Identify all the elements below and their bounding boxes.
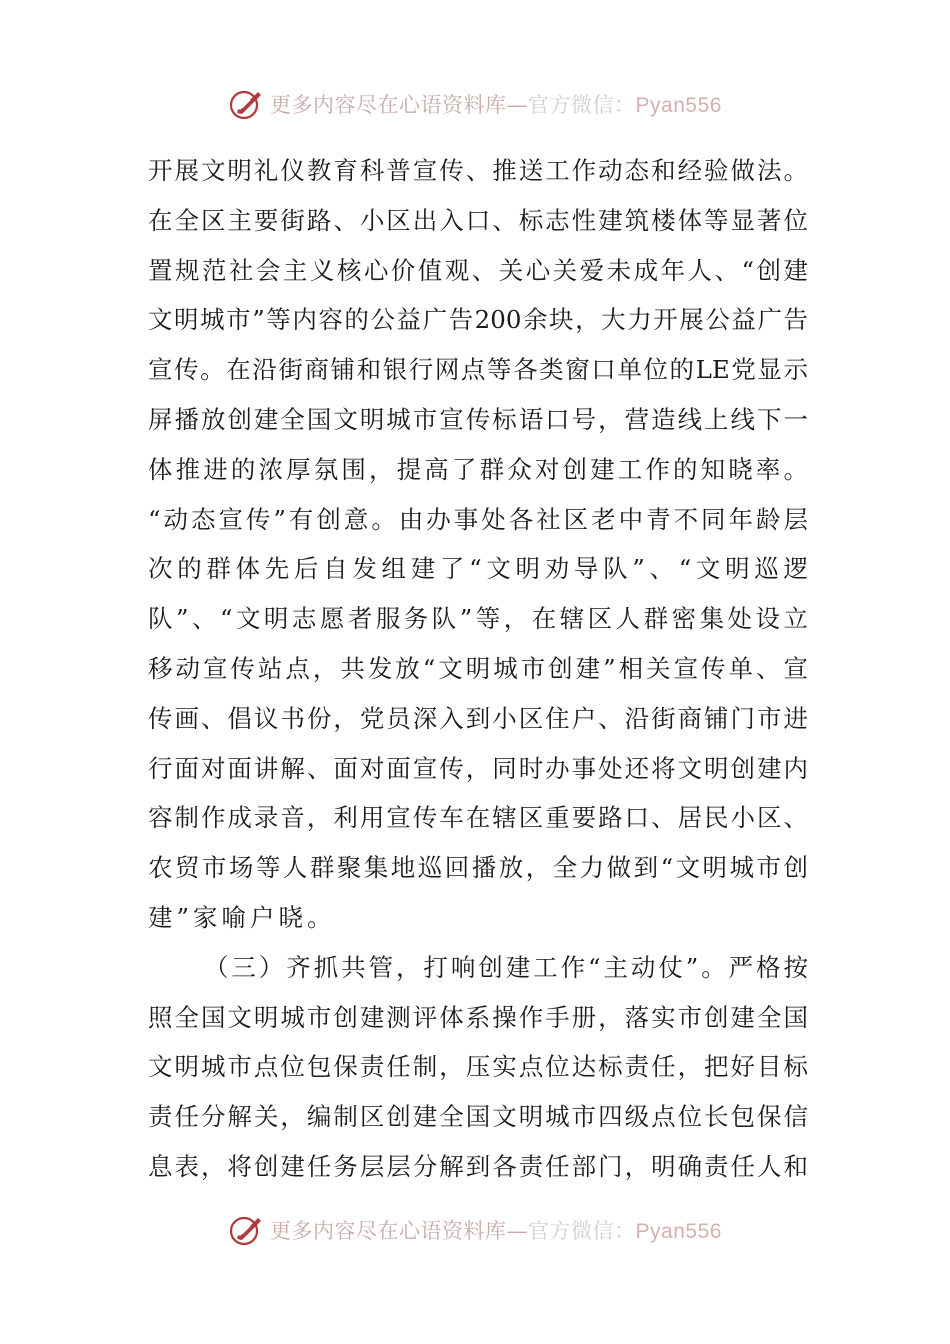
footer-banner bbox=[0, 1210, 950, 1250]
text-line: 队”、“文明志愿者服务队”等，在辖区人群密集处设立 bbox=[148, 604, 808, 634]
text-line: 文明城市点位包保责任制，压实点位达标责任，把好目标 bbox=[148, 1052, 808, 1082]
text-line: 次的群体先后自发组建了“文明劝导队”、“文明巡逻 bbox=[148, 554, 808, 584]
quill-logo-icon bbox=[228, 86, 264, 122]
banner-text bbox=[270, 1215, 722, 1245]
text-line: 移动宣传站点，共发放“文明城市创建”相关宣传单、宣 bbox=[148, 653, 808, 683]
banner-handle: Pyan556 bbox=[635, 94, 722, 117]
text-line: 置规范社会主义核心价值观、关心关爱未成年人、“创建 bbox=[148, 255, 808, 285]
section-heading-line: （三）齐抓共管，打响创建工作“主动仗”。严格按 bbox=[204, 952, 808, 982]
text-line: 农贸市场等人群聚集地巡回播放，全力做到“文明城市创 bbox=[148, 853, 808, 883]
text-line: 照全国文明城市创建测评体系操作手册，落实市创建全国 bbox=[148, 1002, 808, 1032]
text-line: 在全区主要街路、小区出入口、标志性建筑楼体等显著位 bbox=[148, 205, 808, 235]
banner-text bbox=[270, 89, 722, 119]
text-line: 建”家喻户晓。 bbox=[148, 902, 336, 932]
banner-official: 官方微信： bbox=[528, 93, 636, 117]
text-line: 责任分解关，编制区创建全国文明城市四级点位长包保信 bbox=[148, 1102, 808, 1132]
text-line: 宣传。在沿街商铺和银行网点等各类窗口单位的LE党显示 bbox=[148, 355, 808, 385]
header-banner bbox=[0, 84, 950, 124]
banner-main: 更多内容尽在心语资料库 bbox=[270, 1219, 507, 1243]
text-line: 行面对面讲解、面对面宣传，同时办事处还将文明创建内 bbox=[148, 753, 808, 783]
text-line: “动态宣传”有创意。由办事处各社区老中青不同年龄层 bbox=[148, 504, 808, 534]
quill-logo-icon bbox=[228, 1212, 264, 1248]
banner-main: 更多内容尽在心语资料库 bbox=[270, 93, 507, 117]
text-line: 息表，将创建任务层层分解到各责任部门，明确责任人和 bbox=[148, 1151, 808, 1181]
document-body bbox=[148, 146, 808, 1192]
banner-dash: — bbox=[506, 93, 529, 117]
text-line: 传画、倡议书份，党员深入到小区住户、沿街商铺门市进 bbox=[148, 703, 808, 733]
text-line: 屏播放创建全国文明城市宣传标语口号，营造线上线下一 bbox=[148, 404, 808, 434]
banner-official: 官方微信： bbox=[528, 1219, 636, 1243]
text-line: 容制作成录音，利用宣传车在辖区重要路口、居民小区、 bbox=[148, 803, 808, 833]
text-line: 体推进的浓厚氛围，提高了群众对创建工作的知晓率。 bbox=[148, 454, 808, 484]
banner-handle: Pyan556 bbox=[635, 1220, 722, 1243]
banner-dash: — bbox=[506, 1219, 529, 1243]
text-line: 开展文明礼仪教育科普宣传、推送工作动态和经验做法。 bbox=[148, 156, 808, 185]
text-line: 文明城市”等内容的公益广告200余块，大力开展公益广告 bbox=[148, 305, 808, 335]
